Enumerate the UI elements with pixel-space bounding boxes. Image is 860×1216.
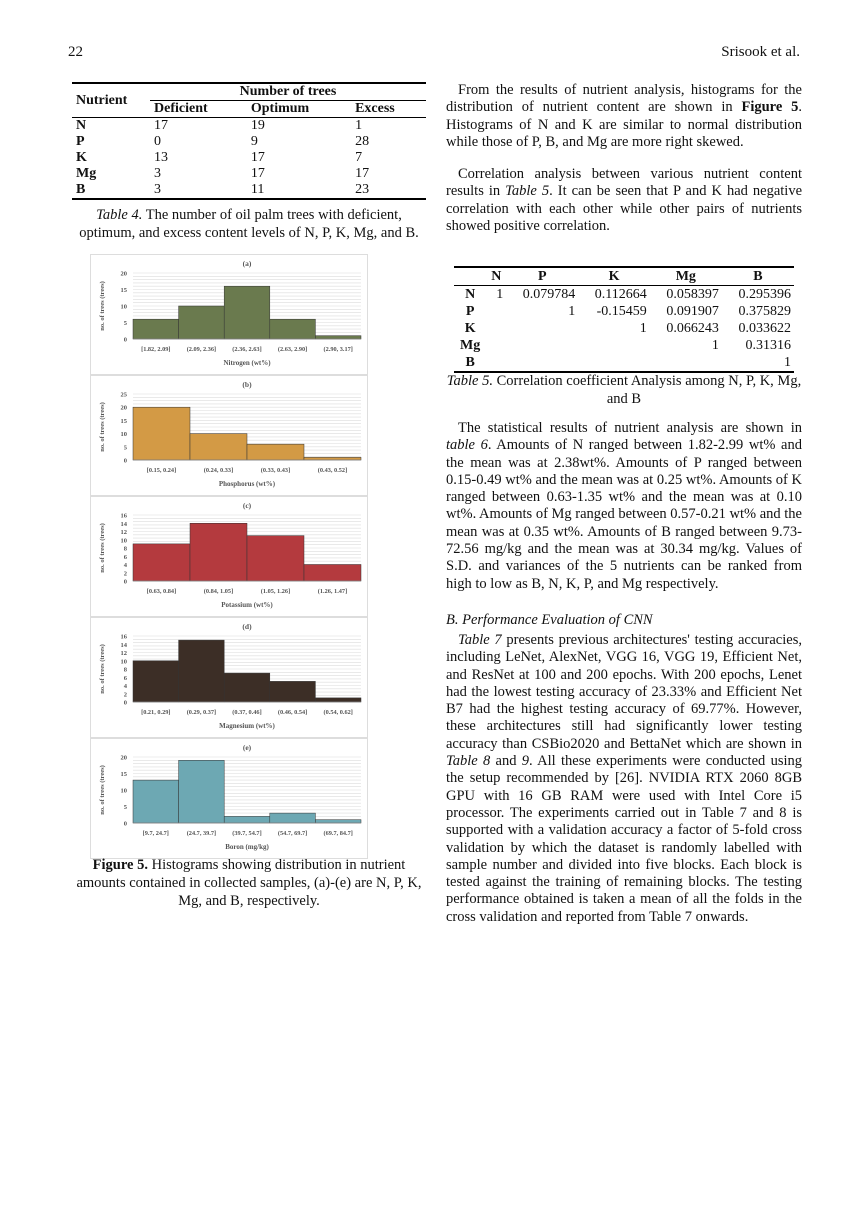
x-axis-label: Boron (mg/kg) (225, 843, 269, 851)
t5-cell: 1 (711, 338, 719, 353)
caption-text: Histograms showing distribution in nutrient amounts contained in collected samples, (a)-(e) are N, P, K, Mg, and B, respectively. (76, 857, 422, 909)
x-tick-label: (0.29, 0.37] (186, 709, 217, 716)
histogram-chart (91, 618, 367, 737)
table-ref: Table 8 (446, 753, 491, 770)
y-tick-label: 0 (123, 820, 127, 828)
t4-cell: 17 (154, 118, 168, 133)
y-tick-label: 20 (120, 754, 127, 762)
y-tick-label: 0 (123, 336, 127, 344)
y-tick-label: 0 (123, 457, 127, 465)
t4-cell: 13 (154, 150, 168, 165)
histogram-bar (224, 673, 270, 702)
caption-label: Table 5. (446, 373, 493, 389)
x-tick-label: (54.7, 69.7] (277, 830, 308, 837)
y-tick-label: 8 (123, 666, 127, 674)
t5-cell: 1 (639, 321, 647, 336)
y-axis-label: no. of trees (trees) (99, 644, 106, 694)
y-tick-label: 14 (120, 520, 127, 528)
t4-row-label: N (76, 118, 87, 133)
paragraph-cnn-performance (446, 632, 802, 926)
text-run: . Histograms of N and K are similar to normal distribution while those of P, B, and Mg are more right skewed. (446, 99, 802, 150)
t5-header: Mg (650, 267, 722, 286)
running-head: Srisook et al. (721, 44, 800, 60)
histogram-panel (90, 254, 368, 375)
histogram-bar (270, 813, 316, 823)
y-tick-label: 0 (123, 578, 127, 586)
y-tick-label: 15 (120, 417, 127, 425)
y-axis-label: no. of trees (trees) (99, 281, 106, 331)
t4-col-nutrient: Nutrient (72, 83, 150, 118)
y-tick-label: 10 (120, 537, 127, 545)
caption-text: Correlation coefficient Analysis among N, P, K, Mg, and B (492, 373, 802, 407)
t5-header: P (506, 267, 578, 286)
histogram-bar (270, 319, 316, 339)
y-tick-label: 25 (120, 391, 127, 399)
table-row (454, 320, 794, 337)
y-tick-label: 2 (123, 691, 127, 699)
paragraph-correlation (446, 166, 802, 235)
table-ref: 9 (521, 753, 530, 770)
table-row (454, 303, 794, 320)
x-tick-label: (69.7, 84.7] (323, 830, 353, 837)
y-tick-label: 5 (123, 320, 127, 327)
t4-cell: 17 (250, 150, 265, 165)
histogram-bar (315, 820, 361, 823)
y-tick-label: 15 (120, 771, 127, 778)
histogram-bar (270, 681, 316, 702)
t5-cell (486, 337, 506, 354)
t4-cell: 17 (355, 166, 370, 181)
table-row (72, 182, 426, 199)
histogram-panel (90, 496, 368, 617)
t5-cell (650, 354, 722, 372)
histogram-bar (224, 816, 270, 823)
chart-title: (d) (242, 622, 252, 631)
t5-row-label: Mg (460, 338, 481, 353)
y-tick-label: 10 (120, 431, 127, 439)
x-tick-label: [0.21, 0.29] (141, 709, 171, 716)
y-tick-label: 0 (123, 699, 127, 707)
t5-header (454, 267, 486, 286)
t4-cell: 3 (150, 182, 247, 199)
y-tick-label: 16 (120, 633, 127, 641)
histogram-bar (179, 306, 225, 339)
histogram-bar (224, 286, 270, 339)
x-tick-label: (0.43, 0.52] (317, 467, 348, 474)
histogram-panel (90, 375, 368, 496)
t4-cell: 7 (355, 150, 363, 165)
histogram-bar (179, 760, 225, 823)
t5-cell: 0.295396 (738, 287, 791, 302)
chart-title: (e) (242, 743, 252, 752)
text-run: . Amounts of N ranged between 1.82-2.99 wt% and the mean was at 2.38wt%. Amounts of P ranged between 0.15-0.49 wt% and the mean was at 0.25 wt%. Amounts of K ranged between 0.63-1.35 wt% and the mean was at 0.10 wt%. Amounts of Mg ranged between 0.57-0.21 wt% and the mean was at 0.35 wt%. Amounts of B ranged between 9.73-72.56 mg/kg and the mean was at 30.34 mg/kg. Values of S.D. and variances of the 5 nutrients can be ranked from high to low as B, N, K, P, and Mg respectively. (446, 437, 802, 592)
t5-row-label: K (464, 321, 476, 336)
t4-row-label: Mg (76, 166, 97, 181)
t4-cell: 11 (247, 182, 351, 199)
t5-cell: 0.091907 (666, 304, 719, 319)
t5-cell: -0.15459 (596, 304, 647, 319)
table-row (72, 166, 426, 182)
y-axis-label: no. of trees (trees) (99, 523, 106, 573)
y-tick-label: 14 (120, 641, 127, 649)
t5-cell: 0.066243 (666, 321, 719, 336)
t5-row-label: N (465, 287, 476, 302)
x-axis-label: Nitrogen (wt%) (223, 359, 271, 367)
x-tick-label: (2.36, 2.63] (232, 346, 262, 353)
t4-sub-header: Optimum (247, 101, 351, 118)
histogram-bar (133, 780, 179, 823)
x-tick-label: (0.24, 0.33] (203, 467, 234, 474)
table-4-caption (72, 206, 426, 242)
chart-title: (c) (242, 501, 252, 510)
x-tick-label: (0.33, 0.43] (260, 467, 291, 474)
x-axis-label: Phosphorus (wt%) (218, 480, 276, 488)
x-tick-label: (0.84, 1.05] (203, 588, 234, 595)
paragraph-histograms (446, 82, 802, 151)
histogram-bar (133, 407, 190, 460)
table-5 (454, 266, 794, 373)
table-5-caption (446, 372, 802, 408)
y-tick-label: 6 (123, 553, 127, 561)
table-row (72, 150, 426, 166)
x-tick-label: (1.26, 1.47] (317, 588, 348, 595)
t4-cell: 23 (351, 182, 426, 199)
t5-row-label: P (465, 304, 475, 319)
histogram-bar (190, 523, 247, 581)
table-4 (72, 82, 426, 200)
x-tick-label: (24.7, 39.7] (186, 830, 217, 837)
histogram-bar (315, 336, 361, 339)
histogram-bar (247, 536, 304, 581)
text-run: From the results of nutrient analysis, histograms for the distribution of nutrient content are shown in (446, 82, 802, 116)
page-number: 22 (68, 44, 83, 60)
y-tick-label: 6 (123, 674, 127, 682)
t4-cell: 28 (355, 134, 370, 149)
histogram-chart (91, 739, 367, 858)
t5-cell: 0.058397 (666, 287, 719, 302)
y-tick-label: 16 (120, 512, 127, 520)
histogram-bar (190, 434, 247, 460)
histogram-bar (304, 565, 361, 582)
t5-row-label: B (454, 354, 486, 372)
t5-cell (486, 354, 506, 372)
t5-cell: 0.375829 (738, 304, 791, 319)
t5-cell: 0.31316 (745, 338, 791, 353)
chart-title: (b) (242, 380, 252, 389)
y-tick-label: 10 (120, 303, 127, 311)
x-tick-label: (1.05, 1.26] (260, 588, 291, 595)
figure-ref: Figure 5 (741, 99, 799, 116)
histogram-bar (315, 698, 361, 702)
text-run: The statistical results of nutrient analysis are shown in (458, 420, 802, 436)
y-tick-label: 12 (120, 650, 127, 657)
x-tick-label: (2.90, 3.17] (323, 346, 353, 353)
x-tick-label: [1.82, 2.09] (141, 346, 171, 353)
t5-cell (578, 337, 649, 354)
t4-cell: 1 (355, 118, 363, 133)
t4-row-label: K (76, 150, 87, 165)
histogram-bar (247, 444, 304, 460)
x-axis-label: Magnesium (wt%) (219, 722, 275, 730)
t5-cell: 1 (722, 354, 794, 372)
histogram-bar (179, 640, 225, 702)
y-tick-label: 5 (123, 444, 127, 452)
histogram-bar (133, 661, 179, 702)
x-tick-label: (0.54, 0.62] (323, 709, 353, 716)
t4-group-header: Number of trees (150, 83, 426, 101)
caption-text: The number of oil palm trees with deficient, optimum, and excess content levels of N, P, K, Mg, and B. (79, 207, 419, 241)
x-tick-label: [0.63, 0.84] (146, 588, 177, 595)
x-tick-label: (0.46, 0.54] (277, 709, 308, 716)
t5-cell: 0.112664 (594, 287, 647, 302)
t4-sub-header: Excess (351, 101, 426, 118)
table-ref: Table 7 (458, 632, 502, 648)
text-run: presents previous architectures' testing accuracies, including LeNet, AlexNet, VGG 16, VGG 19, Efficient Net, and ResNet at 100 and 200 epochs. With 200 epochs, Lenet had the lowest testing accuracy of 23.33% and Efficient Net B7 had the highest testing accuracy of 69.77%. However, these architectures still had significantly lower testing accuracy than CSBio2020 and BettaNet which are shown in (446, 632, 802, 752)
paragraph-statistics (446, 420, 802, 593)
x-axis-label: Potassium (wt%) (221, 601, 273, 609)
histogram-panel (90, 738, 368, 859)
t4-row-label: P (76, 134, 85, 149)
t5-cell: 0.033622 (738, 321, 791, 336)
table-ref: Table 5 (505, 183, 550, 200)
t4-cell: 9 (250, 134, 258, 149)
x-tick-label: (2.63, 2.90] (277, 346, 308, 353)
text-run: Correlation analysis between various nutrient content results in (446, 166, 802, 200)
y-tick-label: 10 (120, 658, 127, 666)
y-tick-label: 5 (123, 804, 127, 811)
t4-row-label: B (72, 182, 150, 199)
x-tick-label: (2.09, 2.36] (186, 346, 217, 353)
text-run: . All these experiments were conducted using the setup recommended by [26]. NVIDIA RTX 2060 8GB GPU with 16 GB RAM were used with Intel Core i5 processor. The experiments carried out in Table 7 and 8 is supported with a validation accuracy a factor of 5-fold cross validation by which the dataset is randomly labelled with sample number and divided into five blocks. Each block is tested against the training of remaining blocks. The testing performance obtained is taken a mean of all the folds in the cross validation and reported from Table 7 onwards. (446, 753, 802, 925)
y-tick-label: 20 (120, 404, 127, 412)
y-tick-label: 4 (123, 562, 127, 569)
t5-cell (578, 354, 649, 372)
y-tick-label: 10 (120, 787, 127, 795)
t5-cell: 0.079784 (522, 287, 576, 302)
histogram-bar (133, 319, 179, 339)
histogram-bar (133, 544, 190, 581)
histogram-panel (90, 617, 368, 738)
t4-cell: 0 (154, 134, 161, 149)
text-run: . It can be seen that P and K had negative correlation with each other while other pairs of nutrients showed positive correlation. (446, 183, 803, 234)
t5-cell (486, 303, 506, 320)
y-tick-label: 20 (120, 270, 127, 278)
t5-header: K (578, 267, 649, 286)
t4-sub-header: Deficient (150, 101, 247, 118)
x-tick-label: [0.15, 0.24] (146, 467, 177, 474)
table-row (454, 354, 794, 372)
t5-header: B (722, 267, 794, 286)
t4-cell: 3 (154, 166, 161, 181)
text-run: and (490, 753, 522, 770)
t5-cell (486, 320, 506, 337)
caption-label: Figure 5. (92, 857, 148, 873)
y-tick-label: 8 (123, 545, 127, 553)
caption-label: Table 4. (96, 207, 143, 223)
chart-title: (a) (242, 259, 252, 268)
table-row (454, 337, 794, 354)
histogram-chart (91, 255, 367, 374)
y-axis-label: no. of trees (trees) (99, 765, 106, 815)
t5-cell (506, 354, 578, 372)
y-tick-label: 15 (120, 287, 127, 294)
y-tick-label: 12 (120, 529, 127, 536)
t5-cell (506, 337, 578, 354)
section-heading: B. Performance Evaluation of CNN (446, 612, 653, 628)
t5-cell: 1 (568, 304, 576, 319)
x-tick-label: (39.7, 54.7] (232, 830, 262, 837)
table-ref: table 6 (446, 437, 488, 454)
y-axis-label: no. of trees (trees) (99, 402, 106, 452)
histogram-chart (91, 497, 367, 616)
x-tick-label: [9.7, 24.7] (142, 830, 169, 837)
table-row (72, 134, 426, 150)
y-tick-label: 4 (123, 683, 127, 690)
t5-header: N (486, 267, 506, 286)
histogram-chart (91, 376, 367, 495)
x-tick-label: (0.37, 0.46] (232, 709, 262, 716)
t5-cell (506, 320, 578, 337)
t4-cell: 17 (250, 166, 265, 181)
figure-5 (90, 254, 366, 859)
table-row (72, 118, 426, 135)
t5-cell: 1 (496, 287, 504, 302)
figure-5-caption (72, 856, 426, 910)
y-tick-label: 2 (123, 570, 127, 578)
t4-cell: 19 (250, 118, 265, 133)
table-row (454, 286, 794, 304)
